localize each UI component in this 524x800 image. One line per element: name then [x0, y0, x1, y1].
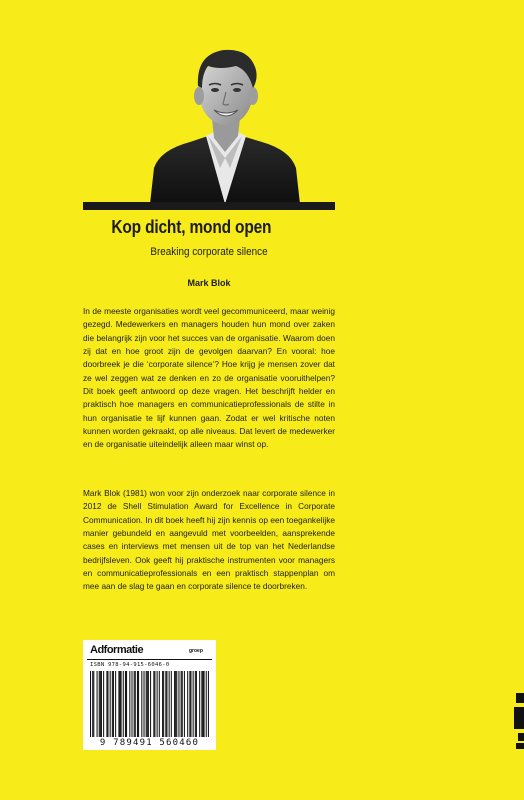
barcode-digits: 9 789491 560460	[99, 738, 200, 748]
author-name: Mark Blok	[187, 278, 231, 288]
spine-edge-mark	[514, 693, 524, 749]
author-bio-paragraph: Mark Blok (1981) won voor zijn onderzoek naar corporate silence in 2012 de Shell Stimulation Award for Excellence in Corporate Communication. In dit boek heeft hij zijn kennis op een toegankelijke manier gebundeld en aangevuld met voorbeelden, aansprekende cases en interviews met mensen uit de top van het Nederlandse bedrijfsleven. Ook geeft hij praktische instrumenten voor managers en communicatieprofessionals en een praktisch stappenplan om mee aan de slag te gaan en corporate silence te doorbreken.	[83, 488, 335, 592]
author-photo	[150, 40, 300, 204]
blurb-paragraph: In de meeste organisaties wordt veel gecommuniceerd, maar weinig gezegd. Medewerkers en managers houden hun mond over zaken die belangrijk zijn voor het succes van de organisatie. Waarom doen zij dat en hoe groot zijn de gevolgen daarvan? En vooral: hoe doorbreek je die ‘corporate silence’? Hoe krijg je mensen zover dat ze wel zeggen wat ze denken en zo de organisatie vooruithelpen? Dit boek geeft antwoord op deze vragen. Het beschrijft helder en praktisch hoe managers en communicatieprofessionals de stilte in hun organisatie te lijf kunnen gaan. Zodat er wel kritische noten kunnen worden gekraakt, op alle niveaus. Dat levert de medewerker en de organisatie uiteindelijk alleen maar winst op.	[83, 306, 335, 450]
isbn-barcode-panel	[83, 640, 216, 750]
book-title: Kop dicht, mond open	[111, 217, 272, 237]
isbn-text: ISBN 978-94-915-6046-0	[90, 662, 170, 668]
logo-rule	[87, 659, 212, 660]
publisher-logo: Adformatie	[90, 644, 144, 656]
title-divider-bar	[83, 202, 335, 210]
publisher-logo-sub: groep	[189, 648, 203, 654]
barcode-icon	[90, 671, 209, 737]
book-subtitle: Breaking corporate silence	[150, 246, 268, 258]
